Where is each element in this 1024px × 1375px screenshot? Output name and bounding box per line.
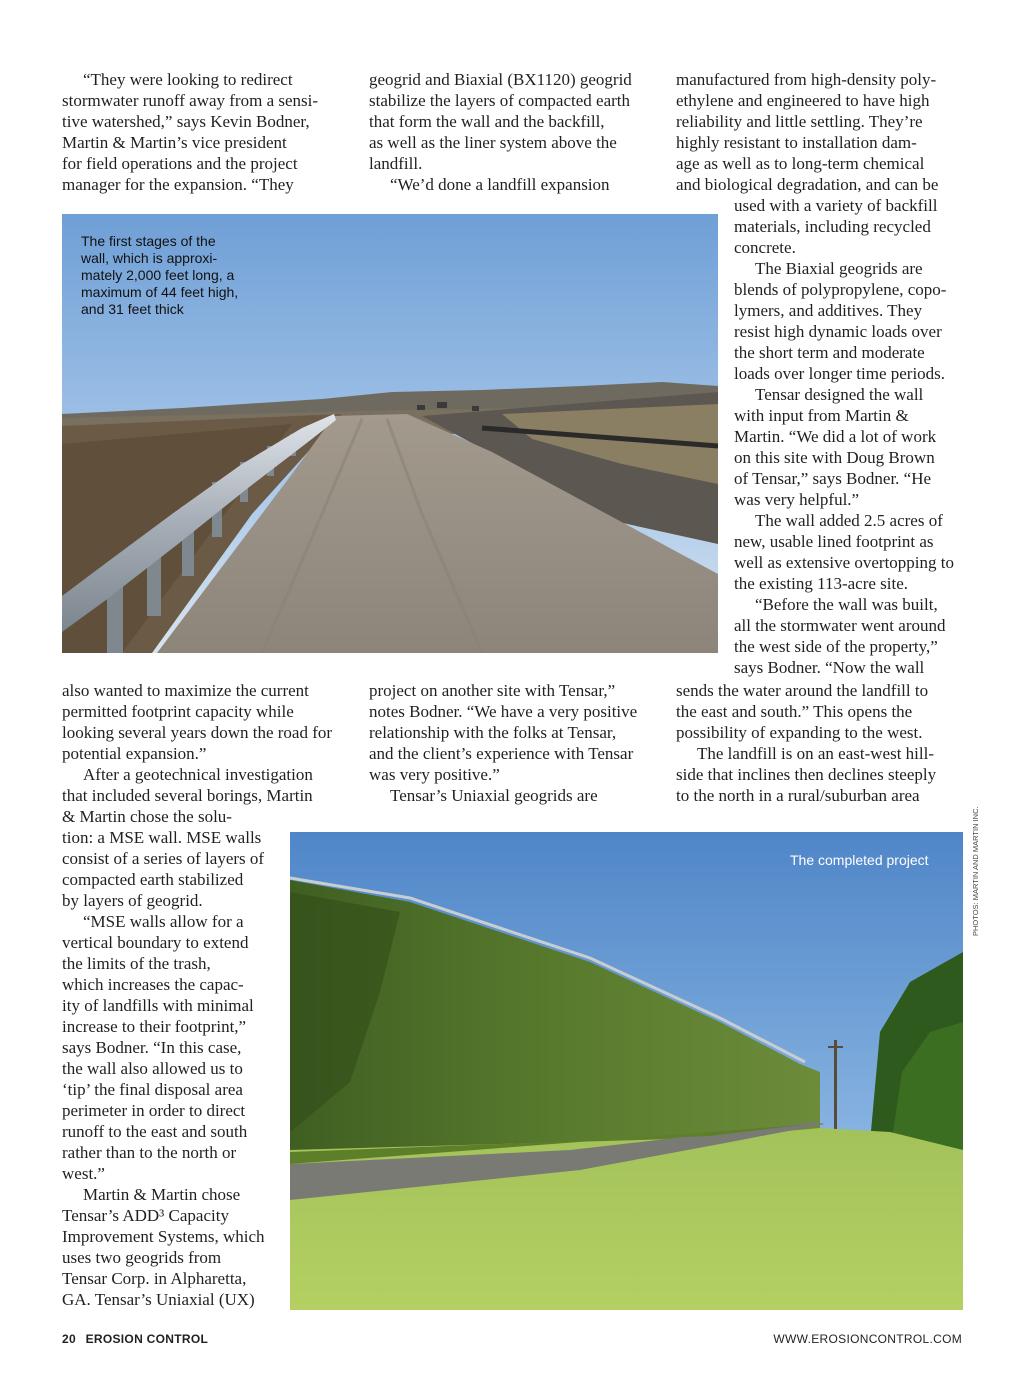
body-text-line: resist high dynamic loads over: [734, 322, 942, 341]
body-text-line: by layers of geogrid.: [62, 891, 203, 910]
body-text-line: project on another site with Tensar,”: [369, 681, 616, 700]
body-text-line: potential expansion.”: [62, 744, 207, 763]
body-text-line: Martin & Martin chose: [83, 1185, 241, 1204]
body-text-line: Tensar Corp. in Alpharetta,: [62, 1269, 247, 1288]
photo-credit: PHOTOS: MARTIN AND MARTIN INC.: [971, 806, 980, 936]
body-text-line: blends of polypropylene, copo-: [734, 280, 947, 299]
body-text-line: manager for the expansion. “They: [62, 175, 294, 194]
body-text-line: the limits of the trash,: [62, 954, 211, 973]
body-text-line: new, usable lined footprint as: [734, 532, 934, 551]
body-text-line: perimeter in order to direct: [62, 1101, 246, 1120]
body-text-line: vertical boundary to extend: [62, 933, 249, 952]
body-text-line: for field operations and the project: [62, 154, 298, 173]
body-text-line: tion: a MSE wall. MSE walls: [62, 828, 262, 847]
body-text-line: geogrid and Biaxial (BX1120) geogrid: [369, 70, 632, 89]
body-text-line: also wanted to maximize the current: [62, 681, 309, 700]
body-text-line: the east and south.” This opens the: [676, 702, 913, 721]
body-text-line: The Biaxial geogrids are: [755, 259, 923, 278]
body-text-line: sends the water around the landfill to: [676, 681, 929, 700]
body-text-line: runoff to the east and south: [62, 1122, 248, 1141]
body-text-line: stormwater runoff away from a sensi-: [62, 91, 319, 110]
body-text-line: that form the wall and the backfill,: [369, 112, 605, 131]
photo-1-caption: [81, 233, 281, 318]
body-text-line: ity of landfills with minimal: [62, 996, 254, 1015]
caption-line: The first stages of the: [81, 233, 216, 249]
body-text-line: Tensar’s ADD³ Capacity: [62, 1206, 229, 1225]
body-text-line: uses two geogrids from: [62, 1248, 222, 1267]
body-text-line: was very positive.”: [369, 765, 500, 784]
body-text-line: which increases the capac-: [62, 975, 244, 994]
body-text-line: “Before the wall was built,: [755, 595, 938, 614]
body-text-line: loads over longer time periods.: [734, 364, 946, 383]
caption-line: wall, which is approxi-: [81, 250, 218, 266]
body-text-line: After a geotechnical investigation: [83, 765, 313, 784]
body-text-line: used with a variety of backfill: [734, 196, 938, 215]
body-text-line: Tensar designed the wall: [755, 385, 924, 404]
body-text-line: Martin. “We did a lot of work: [734, 427, 937, 446]
body-text-line: the short term and moderate: [734, 343, 925, 362]
body-text-line: says Bodner. “In this case,: [62, 1038, 242, 1057]
body-text-line: The wall added 2.5 acres of: [755, 511, 943, 530]
body-text-line: that included several borings, Martin: [62, 786, 313, 805]
page-number: 20: [62, 1332, 76, 1346]
magazine-name: EROSION CONTROL: [85, 1332, 209, 1346]
body-text-line: highly resistant to installation dam-: [676, 133, 917, 152]
body-text-line: on this site with Doug Brown: [734, 448, 935, 467]
body-text-line: and the client’s experience with Tensar: [369, 744, 634, 763]
body-text-line: “MSE walls allow for a: [83, 912, 244, 931]
body-text-line: rather than to the north or: [62, 1143, 237, 1162]
body-text-line: notes Bodner. “We have a very positive: [369, 702, 638, 721]
body-text-line: ‘tip’ the final disposal area: [62, 1080, 243, 1099]
body-text-line: compacted earth stabilized: [62, 870, 244, 889]
body-text-line: to the north in a rural/suburban area: [676, 786, 920, 805]
body-text-line: says Bodner. “Now the wall: [734, 658, 925, 677]
body-text-line: GA. Tensar’s Uniaxial (UX): [62, 1290, 255, 1309]
body-text-line: the wall also allowed us to: [62, 1059, 243, 1078]
photo-2-caption: The completed project: [790, 852, 929, 868]
body-text-line: consist of a series of layers of: [62, 849, 265, 868]
body-text-line: & Martin chose the solu-: [62, 807, 232, 826]
body-text-line: well as extensive overtopping to: [734, 553, 955, 572]
website-url: WWW.EROSIONCONTROL.COM: [773, 1332, 962, 1346]
body-text-line: tive watershed,” says Kevin Bodner,: [62, 112, 310, 131]
body-text-line: stabilize the layers of compacted earth: [369, 91, 631, 110]
folio-left: [62, 1332, 208, 1346]
photo-wall-construction: [62, 214, 718, 653]
caption-line: and 31 feet thick: [81, 301, 184, 317]
body-text-line: the existing 113-acre site.: [734, 574, 909, 593]
body-text-line: possibility of expanding to the west.: [676, 723, 923, 742]
body-text-line: as well as the liner system above the: [369, 133, 617, 152]
body-text-line: landfill.: [369, 154, 423, 173]
body-text-line: Improvement Systems, which: [62, 1227, 265, 1246]
body-text-line: The landfill is on an east-west hill-: [697, 744, 934, 763]
caption-line: maximum of 44 feet high,: [81, 284, 239, 300]
body-text-line: looking several years down the road for: [62, 723, 333, 742]
body-text-line: Tensar’s Uniaxial geogrids are: [390, 786, 598, 805]
photo-completed-project: [290, 832, 963, 1310]
body-text-line: concrete.: [734, 238, 796, 257]
body-text-line: relationship with the folks at Tensar,: [369, 723, 617, 742]
completed-project-photo-illustration: [290, 832, 963, 1310]
body-text-line: lymers, and additives. They: [734, 301, 923, 320]
body-text-line: all the stormwater went around: [734, 616, 946, 635]
body-text-line: side that inclines then declines steeply: [676, 765, 937, 784]
body-text-line: “We’d done a landfill expansion: [390, 175, 610, 194]
body-text-line: west.”: [62, 1164, 105, 1183]
body-text-line: was very helpful.”: [734, 490, 860, 509]
body-text-line: increase to their footprint,”: [62, 1017, 247, 1036]
body-text-line: permitted footprint capacity while: [62, 702, 294, 721]
body-text-line: manufactured from high-density poly-: [676, 70, 937, 89]
body-text-line: with input from Martin &: [734, 406, 909, 425]
caption-line: mately 2,000 feet long, a: [81, 267, 235, 283]
body-text-line: the west side of the property,”: [734, 637, 938, 656]
body-text-line: materials, including recycled: [734, 217, 931, 236]
body-text-line: reliability and little settling. They’re: [676, 112, 923, 131]
body-text-line: age as well as to long-term chemical: [676, 154, 925, 173]
body-text-line: ethylene and engineered to have high: [676, 91, 930, 110]
body-text-line: “They were looking to redirect: [83, 70, 293, 89]
body-text-line: and biological degradation, and can be: [676, 175, 939, 194]
body-text-line: Martin & Martin’s vice president: [62, 133, 287, 152]
body-text-line: of Tensar,” says Bodner. “He: [734, 469, 932, 488]
